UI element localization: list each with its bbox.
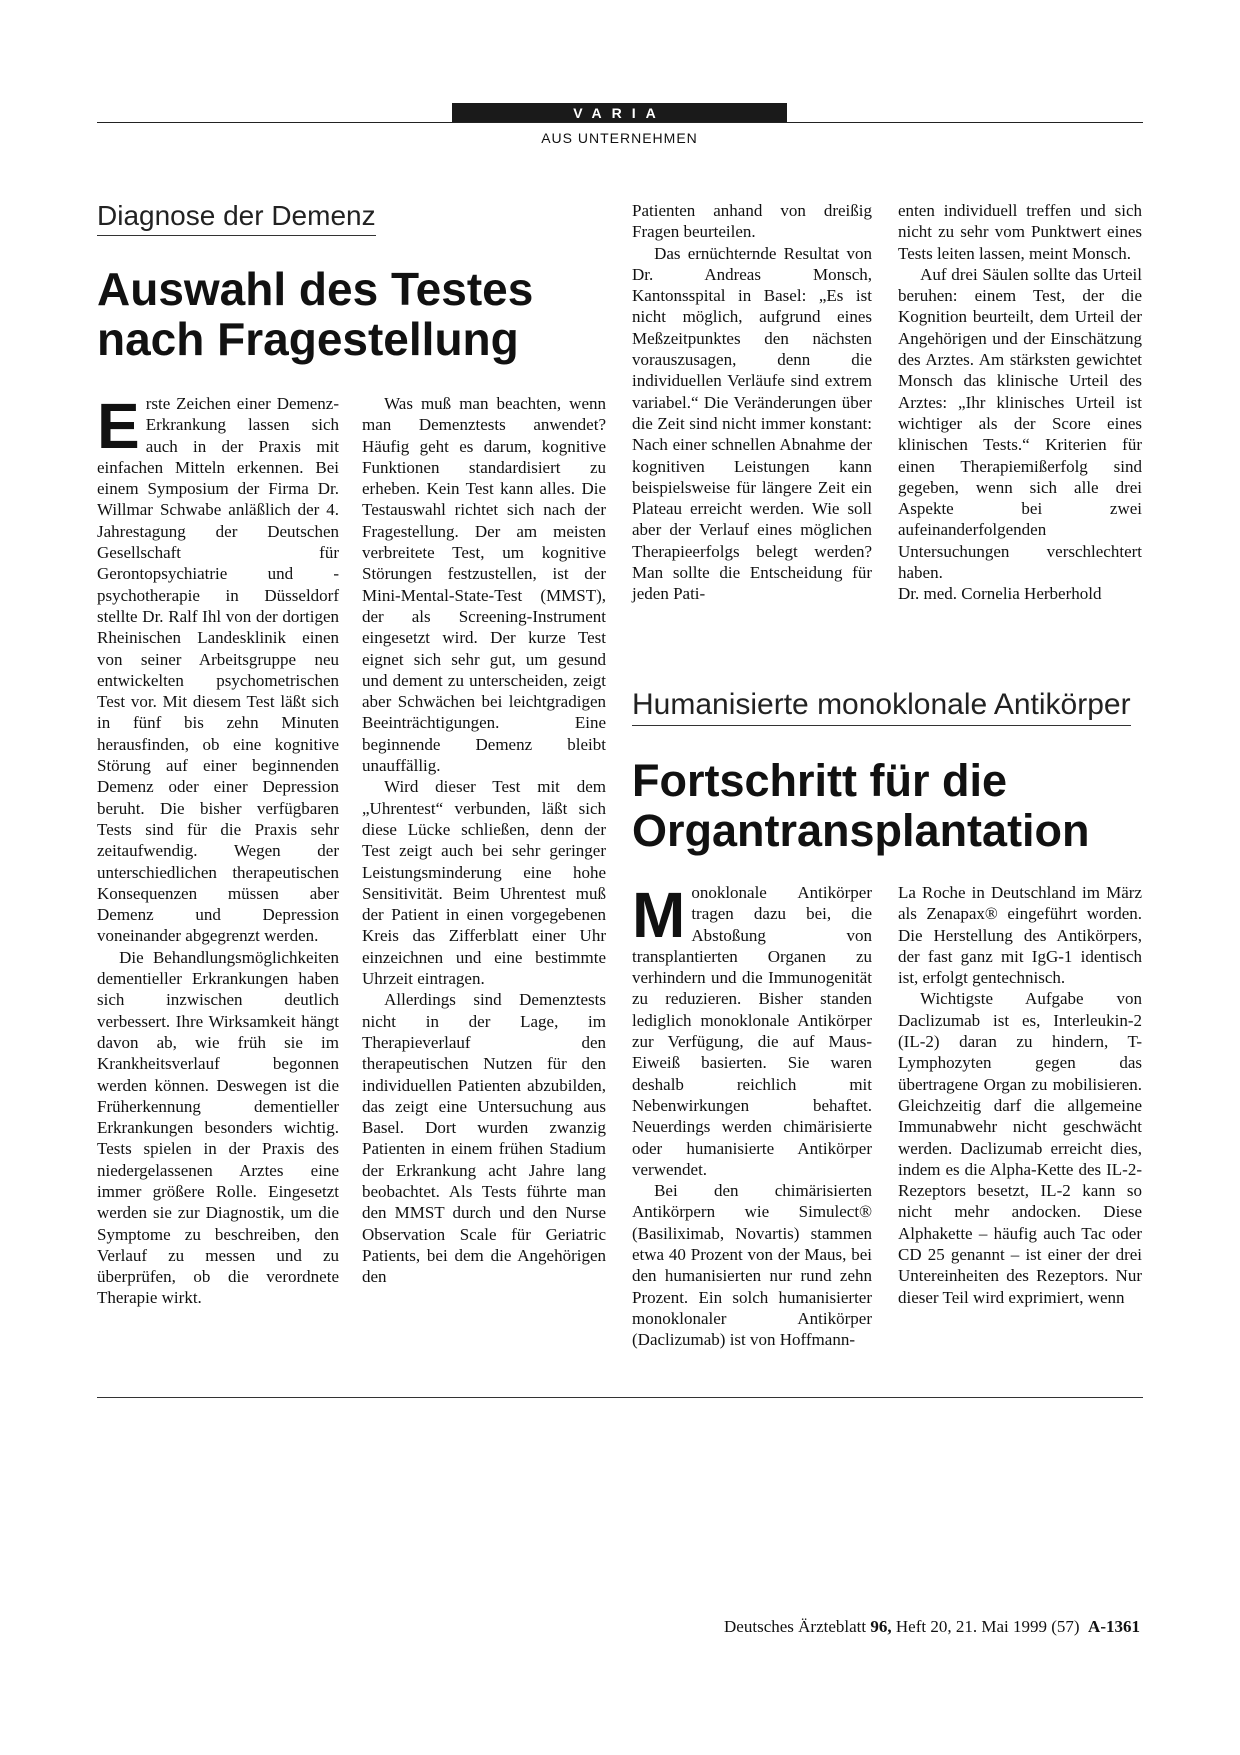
article1-column-4 [898, 200, 1142, 605]
article1-col2-para1: Was muß man beachten, wenn man Demenztests anwendet? Häufig geht es darum, kognitive Funktionen standardisiert zu erheben. Kein Test kann alles. Die Testauswahl richtet sich nach der Fragestellung. Der am meisten verbreitete Test, um kognitive Störungen festzustellen, ist der Mini-Mental-State-Test (MMST), der als Screening-Instrument eingesetzt wird. Der kurze Test eignet sich sehr gut, um gesund und dement zu unterscheiden, zeigt aber Schwächen bei leichtgradigen Beeinträchtigungen. Eine beginnende Demenz bleibt unauffällig. [362, 394, 606, 776]
article1-col3-para1: Patienten anhand von dreißig Fragen beurteilen. [632, 201, 872, 242]
section-label-bar: VARIA [452, 103, 787, 123]
article1-headline [97, 264, 533, 364]
footer-volume: 96, [870, 1617, 892, 1636]
article1-kicker: Diagnose der Demenz [97, 200, 376, 236]
article1-column-2 [362, 393, 606, 1287]
article1-col4-para2: Auf drei Säulen sollte das Urteil beruhen: einem Test, der die Kognition beurteilt, dem Urteil der Angehörigen und der Einschätzung des Arztes. Am stärksten gewichtet Monsch das klinische Urteil des Arztes: „Ihr klinisches Urteil ist wichtiger als der Score eines klinischen Tests.“ Kriterien für einen Therapiemißerfolg sind gegeben, wenn sich alle drei Aspekte bei zwei aufeinanderfolgenden Untersuchungen verschlechtert haben. [898, 264, 1142, 583]
bottom-rule [97, 1397, 1143, 1398]
article2-headline [632, 756, 1090, 856]
article2-kicker: Humanisierte monoklonale Antikörper [632, 688, 1131, 726]
article1-author: Dr. med. Cornelia Herberhold [898, 584, 1102, 604]
article1-col2-para2: Wird dieser Test mit dem „Uhrentest“ verbunden, läßt sich diese Lücke schließen, denn der Test zeigt auch bei sehr geringer Leistungsminderung eine hohe Sensitivität. Beim Uhrentest muß der Patient in einen vorgegebenen Kreis das Zifferblatt einer Uhr einzeichnen und eine bestimmte Uhrzeit eintragen. [362, 777, 606, 989]
article1-col1-para2: Die Behandlungsmöglichkeiten dementieller Erkrankungen haben sich inzwischen deutlich verbessert. Ihre Wirksamkeit hängt davon ab, wie früh sie im Krankheitsverlauf begonnen werden können. Deswegen ist die Früherkennung dementieller Erkrankungen besonders wichtig. Tests spielen in der Praxis des niedergelassenen Arztes eine immer größere Rolle. Eingesetzt werden sie zur Diagnostik, um die Symptome zu beschreiben, den Verlauf zu messen und zu überprüfen, ob die verordnete Therapie wirkt. [97, 947, 339, 1308]
footer-issue: Heft 20, 21. Mai 1999 (57) [895, 1617, 1080, 1636]
article2-col2-para1: La Roche in Deutschland im März als Zenapax® eingeführt worden. Die Herstellung des Antikörpers, der fast ganz mit IgG-1 identisch ist, erfolgt gentechnisch. [898, 883, 1142, 988]
article1-col1-para1: Erste Zeichen einer Demenz-Erkrankung lassen sich auch in der Praxis mit einfachen Mitteln erkennen. Bei einem Symposium der Firma Dr. Willmar Schwabe anläßlich der 4. Jahrestagung der Deutschen Gesellschaft für Gerontopsychiatrie und -psychotherapie in Düsseldorf stellte Dr. Ralf Ihl von der dortigen Rheinischen Landesklinik einen von seiner Arbeitsgruppe neu entwickelten psychometrischen Test vor. Mit diesem Test läßt sich in fünf bis zehn Minuten herausfinden, ob eine kognitive Störung auf einer beginnenden Demenz oder einer Depression beruht. Die bisher verfügbaren Tests sind für die Praxis sehr zeitaufwendig. Wegen der unterschiedlichen therapeutischen Konsequenzen müssen aber Demenz und Depression voneinander abgegrenzt werden. [97, 390, 339, 946]
footer-journal: Deutsches Ärzteblatt [724, 1617, 867, 1636]
article2-column-1 [632, 879, 872, 1351]
article1-col2-para3: Allerdings sind Demenztests nicht in der Lage, im Therapieverlauf den therapeutischen Nutzen für den individuellen Patienten abzubilden, das zeigt eine Untersuchung aus Basel. Dort wurden zwanzig Patienten in einem frühen Stadium der Erkrankung acht Jahre lang beobachtet. Als Tests führte man den MMST durch und den Nurse Observation Scale für Geriatric Patients, bei dem die Angehörigen den [362, 990, 606, 1287]
article2-col1-para2: Bei den chimärisierten Antikörpern wie Simulect® (Basiliximab, Novartis) stammen etwa 40 Prozent von der Maus, bei den humanisierten nur rund zehn Prozent. Ein solch humanisierter monoklonaler Antikörper (Daclizumab) ist von Hoffmann- [632, 1181, 872, 1350]
article2-col1-para1: Monoklonale Antikörper tragen dazu bei, die Abstoßung von transplantierten Organen zu verhindern und die Immunogenität zu reduzieren. Bisher standen lediglich monoklonale Antikörper zur Verfügung, die auf Maus-Eiweiß basierten. Sie waren deshalb reichlich mit Nebenwirkungen behaftet. Neuerdings werden chimärisierte oder humanisierte Antikörper verwendet. [632, 879, 872, 1179]
article1-headline-line1: Auswahl des Testes [97, 263, 534, 315]
article2-headline-line1: Fortschritt für die [632, 755, 1008, 806]
article2-column-2 [898, 882, 1142, 1308]
article1-drop-cap: E [97, 390, 140, 462]
article2-headline-line2: Organtransplantation [632, 805, 1090, 856]
article1-col3-para2: Das ernüchternde Resultat von Dr. Andreas Monsch, Kantonsspital in Basel: „Es ist nicht möglich, aufgrund eines Meßzeitpunktes den nächsten vorauszusagen, denn die individuellen Verläufe sind extrem variabel.“ Die Veränderungen über die Zeit sind nicht immer konstant: Nach einer schnellen Abnahme der kognitiven Leistungen kann beispielsweise für längere Zeit ein Plateau erreicht werden. Wie soll aber der Verlauf eines möglichen Therapieerfolgs belegt werden? Man sollte die Entscheidung für jeden Pati- [632, 243, 872, 604]
article2-col2-para2: Wichtigste Aufgabe von Daclizumab ist es, Interleukin-2 (IL-2) daran zu hindern, T-Lymphozyten gegen das übertragene Organ zu mobilisieren. Gleichzeitig darf die allgemeine Immunabwehr nicht geschwächt werden. Daclizumab erreicht dies, indem es die Alpha-Kette des IL-2-Rezeptors besetzt, IL-2 kann so nicht mehr andocken. Diese Alphakette – häufig auch Tac oder CD 25 genannt – ist einer der drei Untereinheiten des Rezeptors. Nur dieser Teil wird exprimiert, wenn [898, 989, 1142, 1307]
article1-column-3 [632, 200, 872, 605]
article1-headline-line2: nach Fragestellung [97, 313, 519, 365]
article1-column-1 [97, 390, 339, 1309]
subsection-label: AUS UNTERNEHMEN [541, 130, 698, 146]
header-rule [97, 122, 1143, 123]
article2-drop-cap: M [632, 879, 686, 951]
page-footer [724, 1617, 1140, 1637]
footer-page-number: A-1361 [1088, 1617, 1140, 1636]
article1-col4-para1: enten individuell treffen und sich nicht zu sehr vom Punktwert eines Tests leiten lassen, meint Monsch. [898, 201, 1142, 263]
